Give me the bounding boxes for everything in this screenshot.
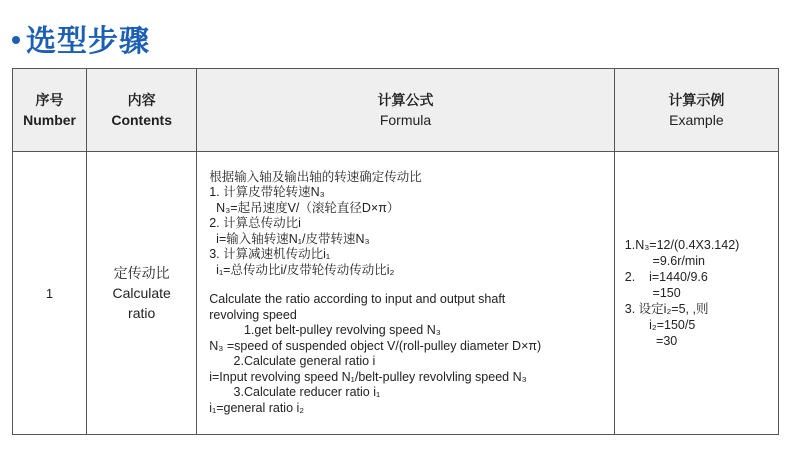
example-line: i₂=150/5 <box>624 318 696 332</box>
header-formula-en: Formula <box>379 112 432 128</box>
header-number-zh: 序号 <box>35 92 64 108</box>
table-header-row <box>13 69 779 152</box>
formula-en-line: i₁=general ratio i₂ <box>209 400 305 415</box>
formula-en-line: i=Input revolving speed N₁/belt-pulley revolvling speed N₃ <box>209 369 527 384</box>
page-title-text: 选型步骤 <box>26 25 150 58</box>
bullet-dot-icon <box>12 36 20 44</box>
table-row <box>13 152 779 435</box>
header-example-zh: 计算示例 <box>668 92 725 108</box>
formula-en-line: 1.get belt-pulley revolving speed N₃ <box>209 323 441 338</box>
header-formula-zh: 计算公式 <box>377 92 434 108</box>
header-number <box>13 69 87 152</box>
page-title <box>12 18 150 58</box>
example-line: =30 <box>624 334 678 348</box>
formula-zh-line: 1. 计算皮带轮转速N₃ <box>209 185 325 200</box>
formula-zh-line: 2. 计算总传动比i <box>209 216 301 231</box>
header-formula <box>197 69 615 152</box>
formula-zh-line: 根据输入轴及输出轴的转速确定传动比 <box>209 169 422 184</box>
formula-zh-line: 3. 计算减速机传动比i₁ <box>209 247 331 262</box>
example-line: =9.6r/min <box>624 254 706 268</box>
formula-spacer <box>209 278 614 292</box>
formula-zh-line: N₃=起吊速度V/（滚轮直径D×π） <box>209 200 400 215</box>
header-contents <box>87 69 197 152</box>
row-number-cell <box>13 152 87 435</box>
row-contents-cell <box>87 152 197 435</box>
header-example-en: Example <box>669 112 724 128</box>
formula-en-line: revolving speed <box>209 307 297 322</box>
selection-steps-table <box>12 68 779 435</box>
example-line: 2. i=1440/9.6 <box>624 270 708 284</box>
formula-en-line: N₃ =speed of suspended object V/(roll-pulley diameter D×π) <box>209 338 542 353</box>
contents-en-line-1: Calculate <box>112 285 171 301</box>
formula-zh-line: i₁=总传动比i/皮带轮传动传动比i₂ <box>209 262 395 277</box>
row-example-cell <box>614 152 778 435</box>
contents-en-line-2: ratio <box>128 305 156 321</box>
formula-en-line: Calculate the ratio according to input and output shaft <box>209 292 506 307</box>
header-contents-zh: 内容 <box>127 92 156 108</box>
example-line: =150 <box>624 286 681 300</box>
formula-en-line: 2.Calculate general ratio i <box>209 354 376 369</box>
header-contents-en: Contents <box>111 112 172 128</box>
contents-zh: 定传动比 <box>113 265 170 281</box>
header-number-en: Number <box>23 112 76 128</box>
header-example <box>614 69 778 152</box>
example-line: 3. 设定i₂=5, ,则 <box>624 302 709 316</box>
formula-zh-line: i=输入轴转速N₁/皮带转速N₃ <box>209 231 370 246</box>
example-line: 1.N₃=12/(0.4X3.142) <box>624 238 740 252</box>
formula-en-line: 3.Calculate reducer ratio i₁ <box>209 385 381 400</box>
row-number: 1 <box>45 285 54 301</box>
row-formula-cell <box>197 152 615 435</box>
